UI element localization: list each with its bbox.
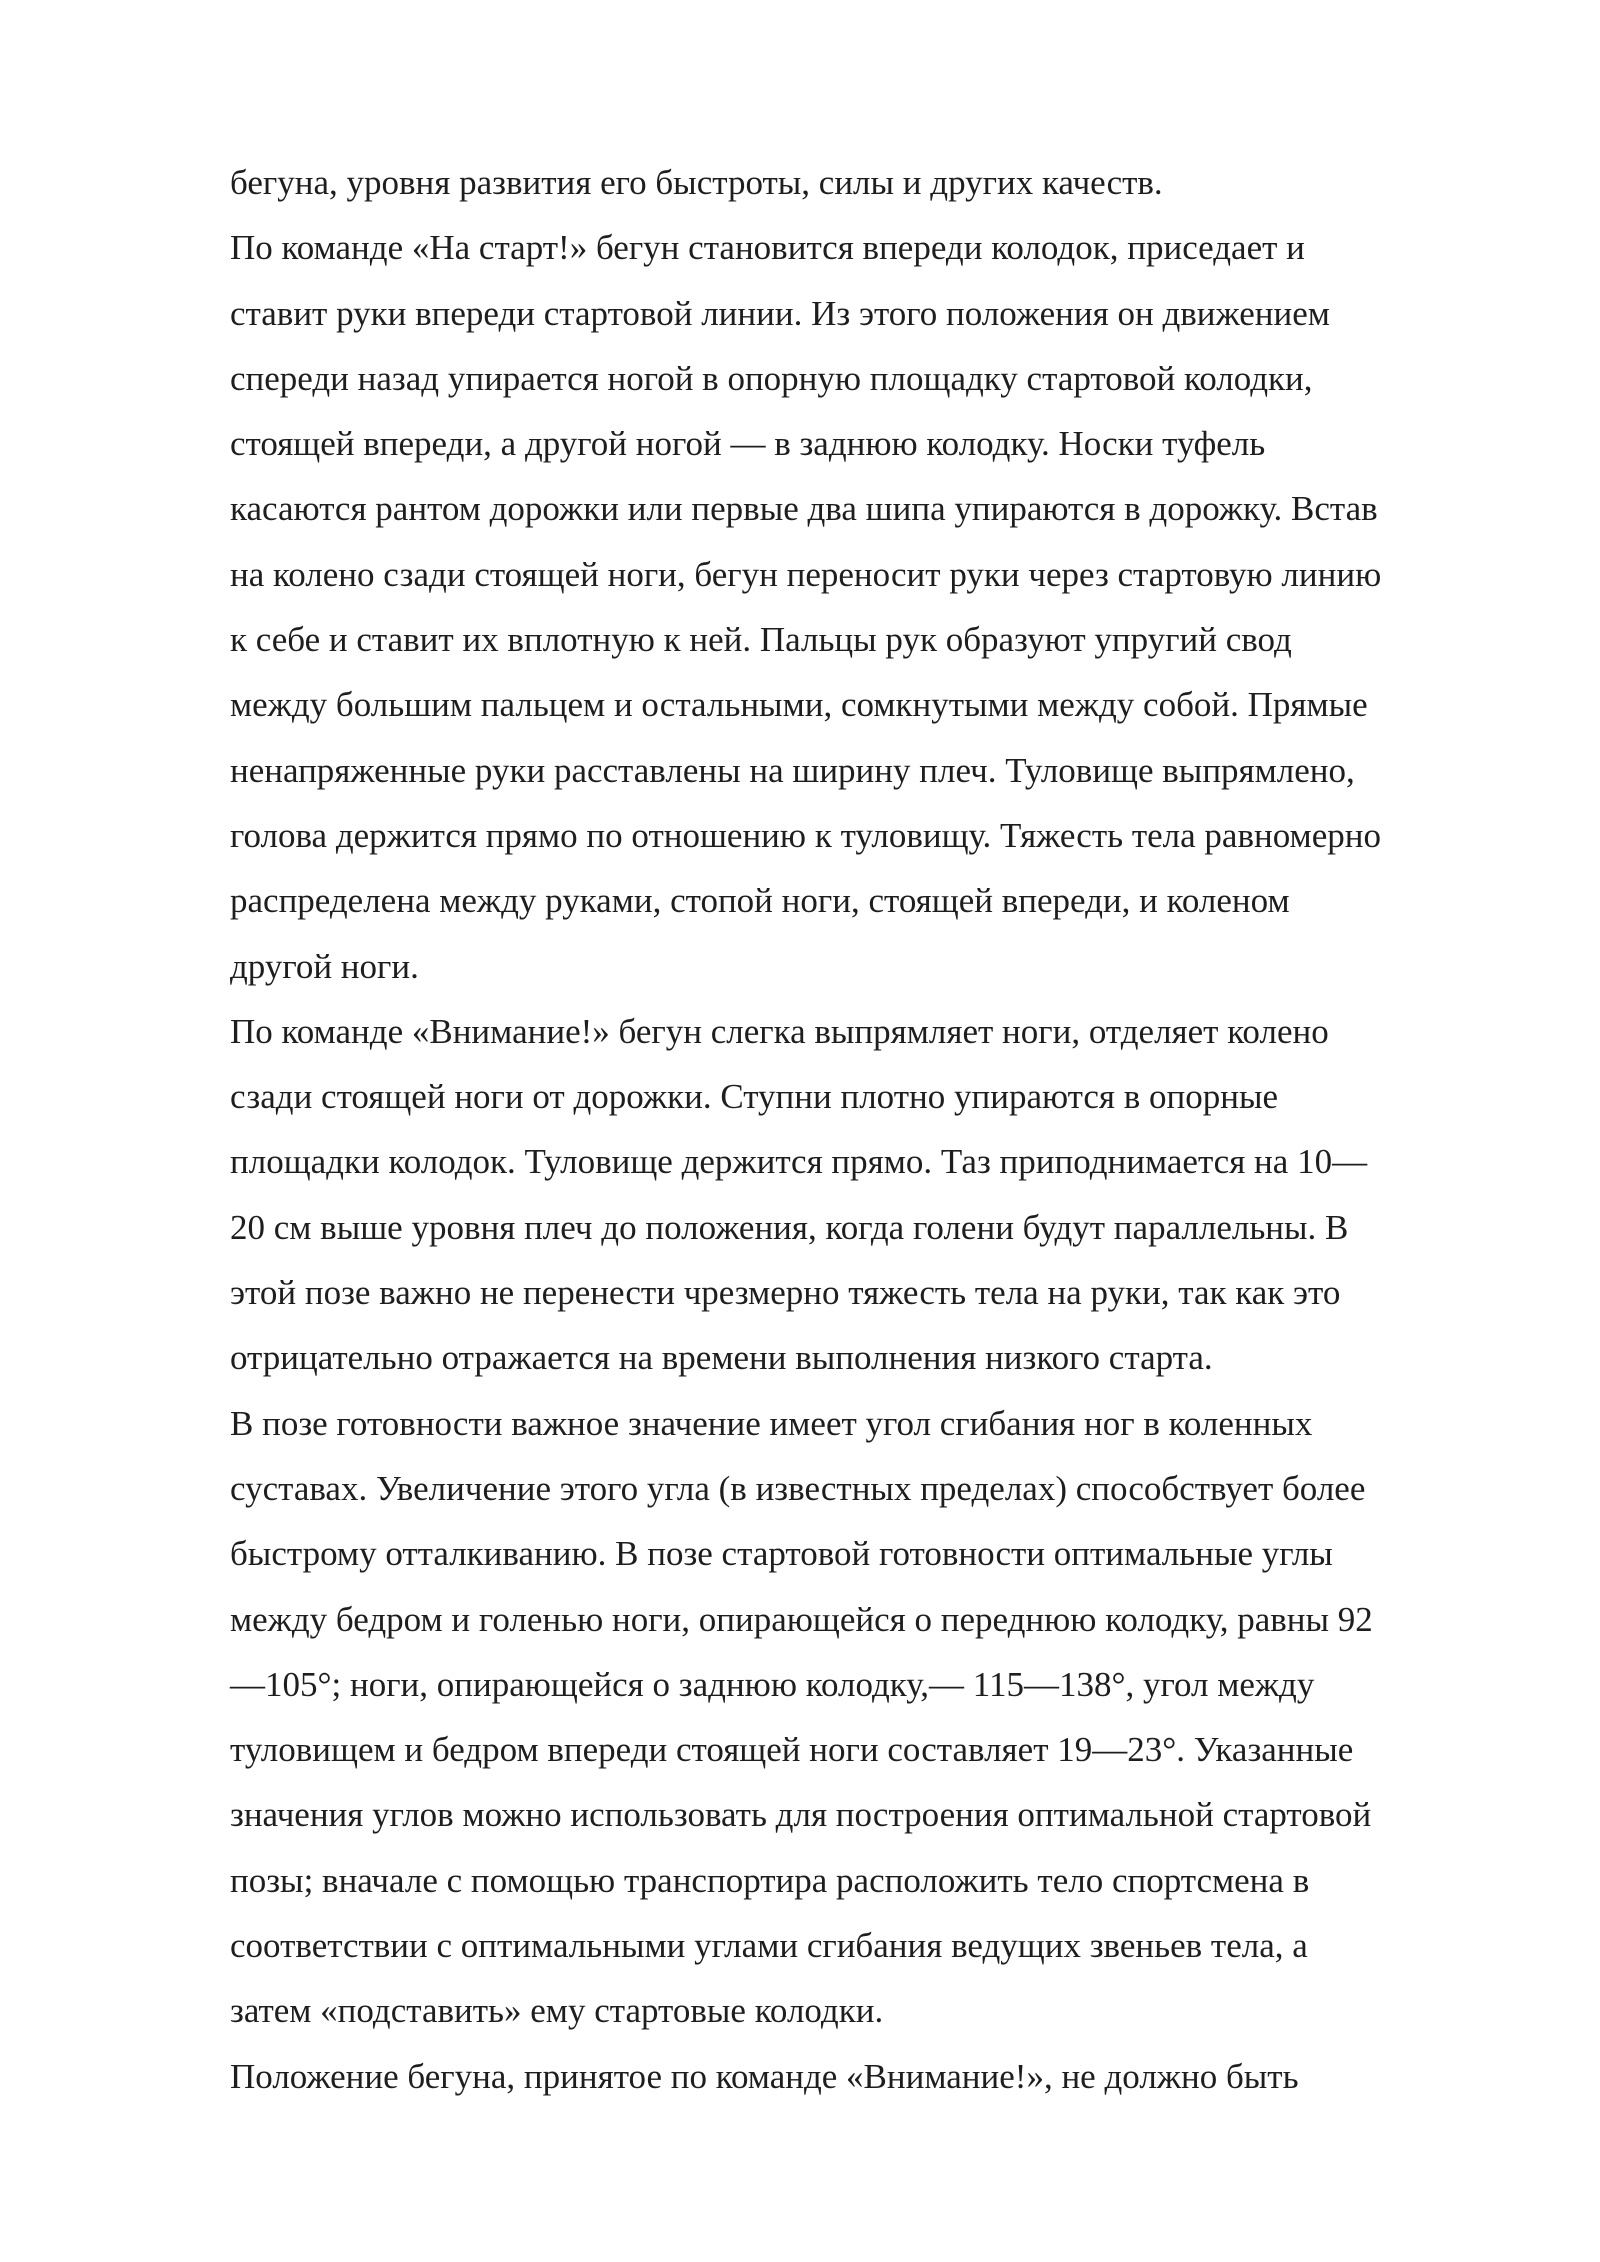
text-line: между бедром и голенью ноги, опирающейся о переднюю колодку, равны 92	[230, 1599, 1373, 1639]
text-line: значения углов можно использовать для построения оптимальной стартовой	[230, 1795, 1372, 1835]
text-line: спереди назад упирается ногой в опорную площадку стартовой колодки,	[230, 358, 1313, 398]
text-line: распределена между руками, стопой ноги, стоящей впереди, и коленом	[230, 881, 1290, 921]
text-line: ненапряженные руки расставлены на ширину плеч. Туловище выпрямлено,	[230, 750, 1355, 790]
text-line: касаются рантом дорожки или первые два шипа упираются в дорожку. Встав	[230, 489, 1378, 529]
text-line: к себе и ставит их вплотную к ней. Пальцы рук образуют упругий свод	[230, 620, 1292, 660]
text-line: голова держится прямо по отношению к туловищу. Тяжесть тела равномерно	[230, 815, 1381, 855]
text-line: позы; вначале с помощью транспортира расположить тело спортсмена в	[230, 1860, 1310, 1900]
text-line: суставах. Увеличение этого угла (в известных пределах) способствует более	[230, 1468, 1366, 1508]
text-line: бегуна, уровня развития его быстроты, силы и других качеств.	[230, 163, 1163, 202]
text-line: 20 см выше уровня плеч до положения, когда голени будут параллельны. В	[230, 1207, 1349, 1247]
text-line: Положение бегуна, принятое по команде «Внимание!», не должно быть	[230, 2056, 1299, 2096]
text-line: на колено сзади стоящей ноги, бегун переносит руки через стартовую линию	[230, 554, 1382, 594]
text-line: В позе готовности важное значение имеет угол сгибания ног в коленных	[230, 1403, 1313, 1443]
text-line: другой ноги.	[230, 946, 419, 986]
text-line: —105°; ноги, опирающейся о заднюю колодку,— 115—138°, угол между	[230, 1664, 1315, 1704]
text-line: затем «подставить» ему стартовые колодки.	[230, 1991, 884, 2031]
text-line: быстрому отталкиванию. В позе стартовой готовности оптимальные углы	[230, 1534, 1333, 1574]
text-line: между большим пальцем и остальными, сомкнутыми между собой. Прямые	[230, 685, 1368, 725]
text-line: туловищем и бедром впереди стоящей ноги составляет 19—23°. Указанные	[230, 1730, 1354, 1770]
text-line: По команде «На старт!» бегун становится впереди колодок, приседает и	[230, 228, 1305, 268]
text-line: площадки колодок. Туловище держится прямо. Таз приподнимается на 10—	[230, 1142, 1368, 1182]
body-text	[230, 150, 1520, 2109]
text-line: ставит руки впереди стартовой линии. Из этого положения он движением	[230, 293, 1330, 333]
text-line: соответствии с оптимальными углами сгибания ведущих звеньев тела, а	[230, 1926, 1308, 1966]
text-line: сзади стоящей ноги от дорожки. Ступни плотно упираются в опорные	[230, 1077, 1279, 1117]
text-line: стоящей впереди, а другой ногой — в заднюю колодку. Носки туфель	[230, 424, 1266, 464]
text-line: По команде «Внимание!» бегун слегка выпрямляет ноги, отделяет колено	[230, 1011, 1329, 1051]
text-line: отрицательно отражается на времени выполнения низкого старта.	[230, 1338, 1213, 1378]
text-line: этой позе важно не перенести чрезмерно тяжесть тела на руки, так как это	[230, 1273, 1341, 1313]
